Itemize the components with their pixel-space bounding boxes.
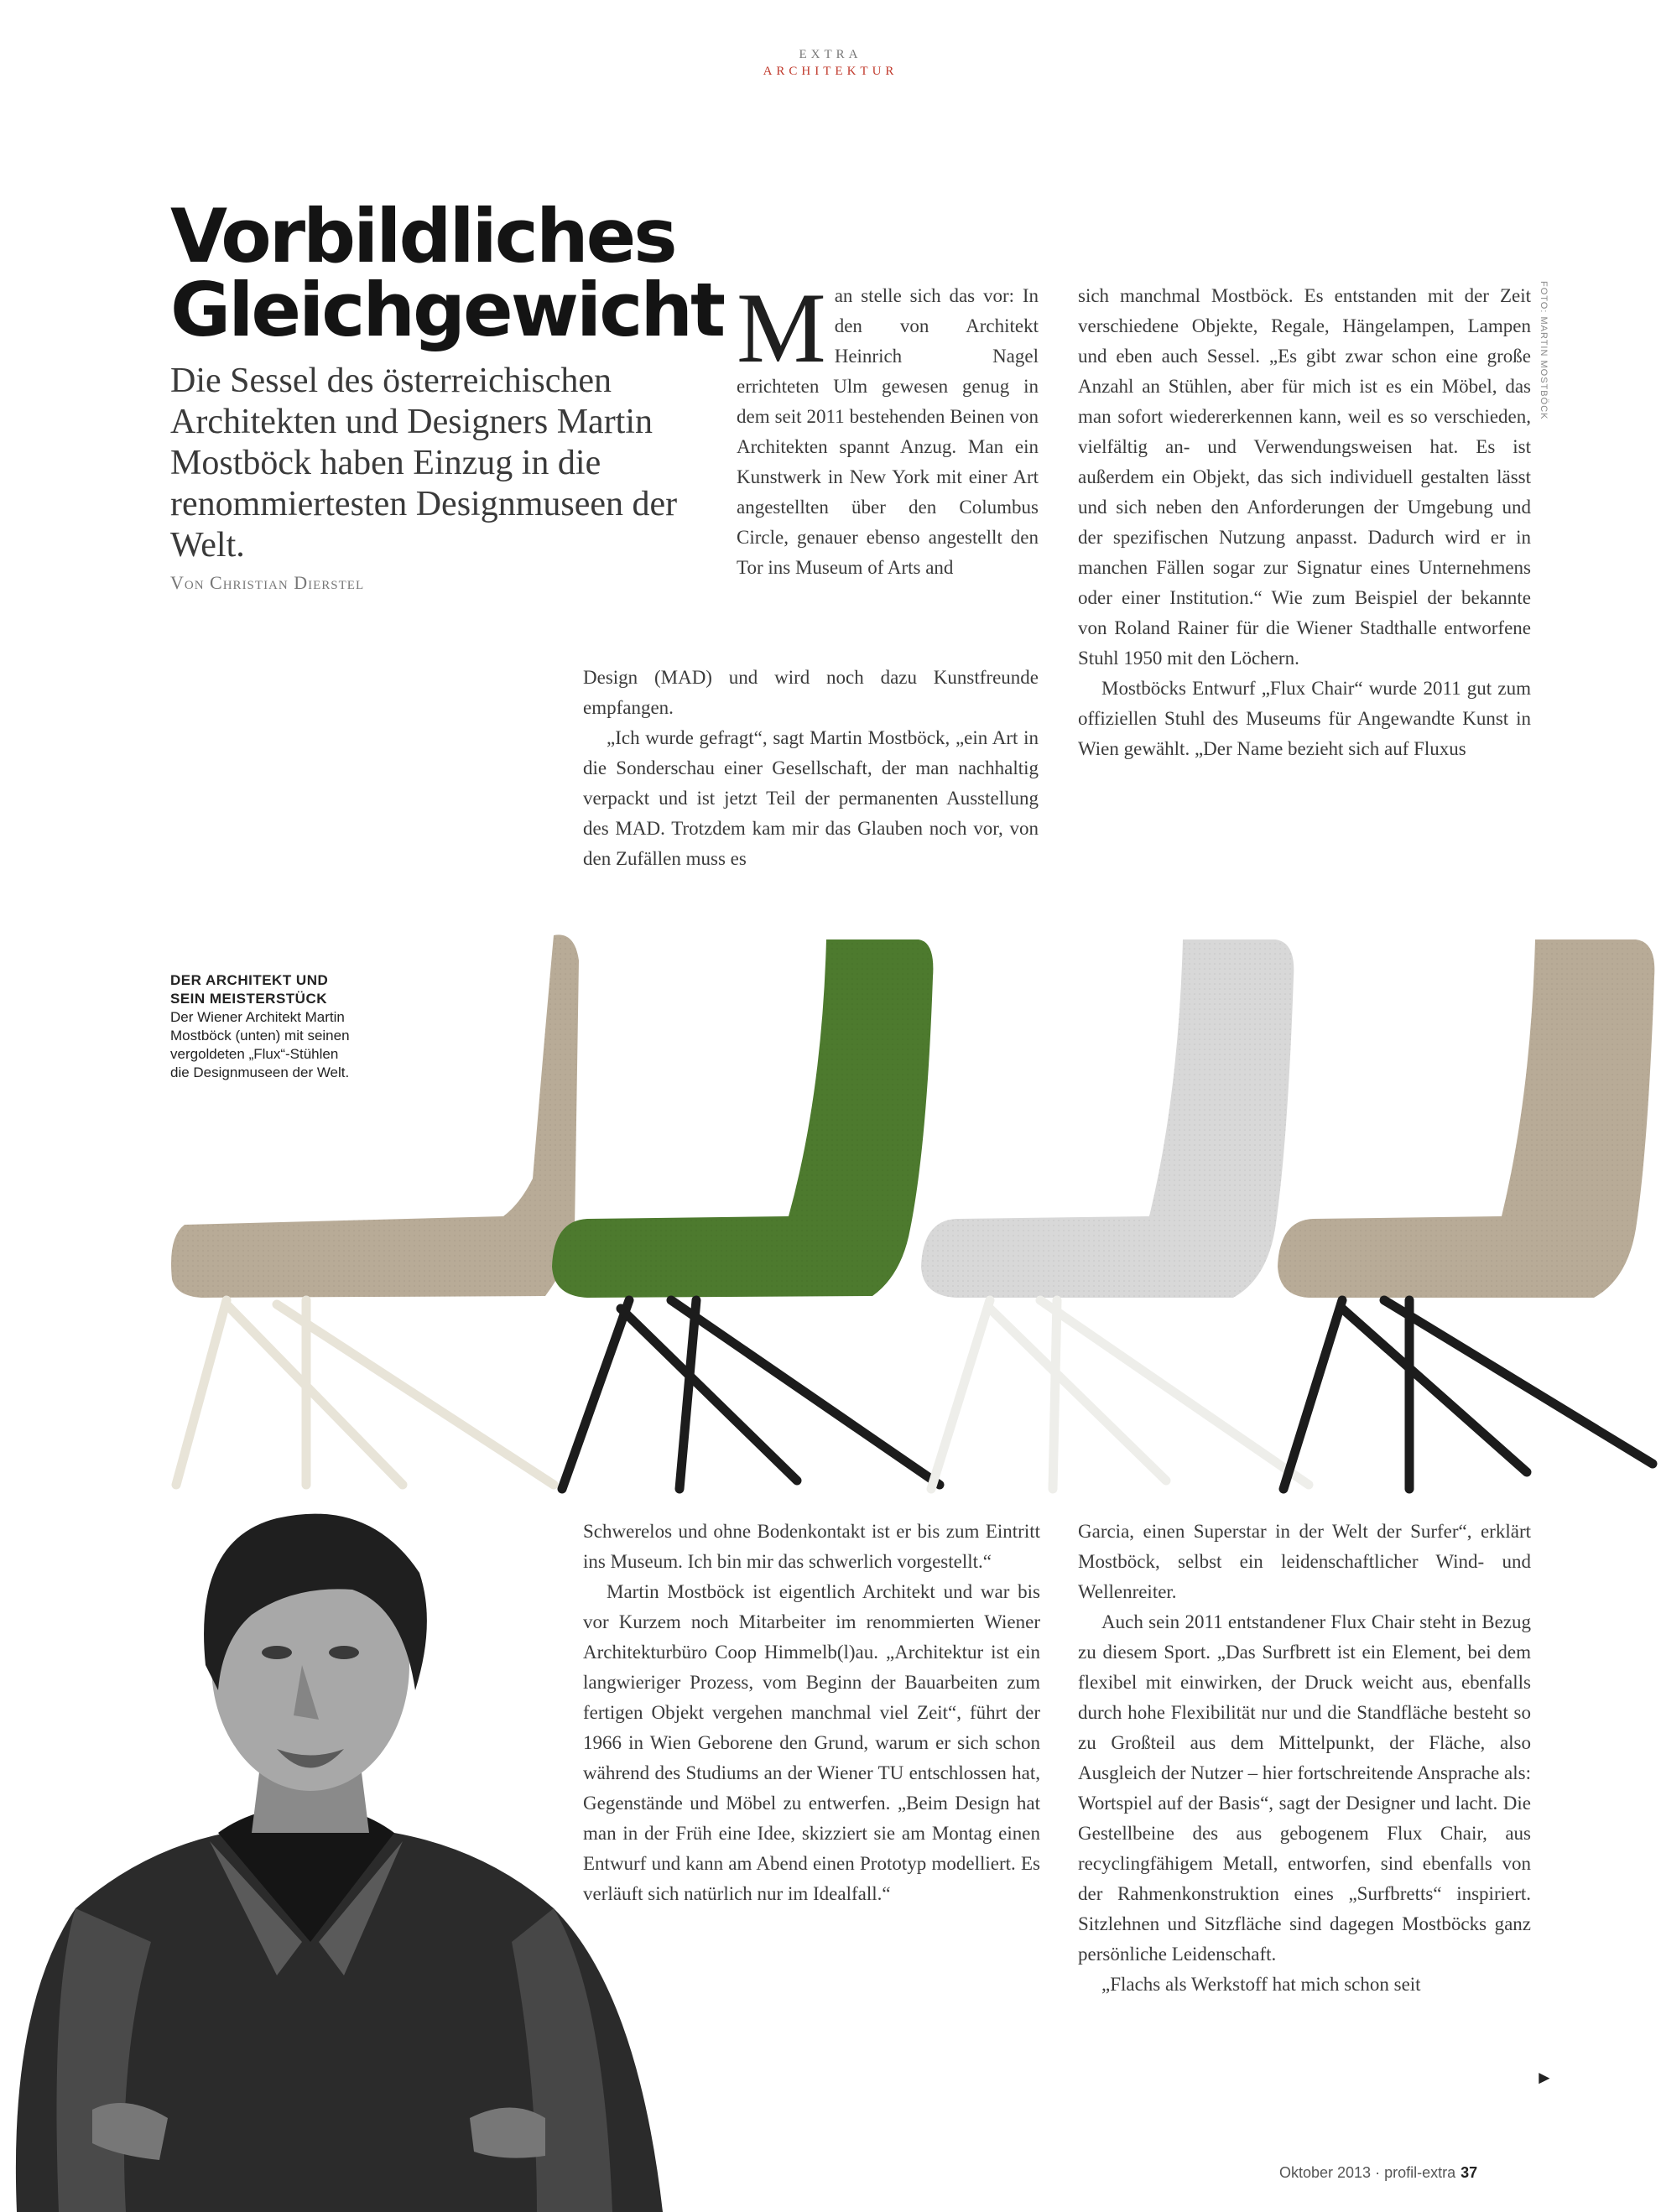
body-column-1 (737, 281, 1039, 650)
headline-line-2: Gleichgewicht (170, 267, 724, 353)
body-paragraph: Auch sein 2011 entstandener Flux Chair steht in Bezug zu diesem Sport. „Das Surfbrett ist ein Element, bei dem flexibel mit einwirken, der Druck weicht aus, ebenfalls durch hohe Flexibilität nur und die Standfläche besteht so zu Großteil aus dem Mittelpunkt, der Fläche, also Ausgleich der Nutzer – hier fortschreitende Ansprache als: Wortspiel auf der Basis“, sagt der Designer und lacht. Die Gestellbeine des aus gebogenem Flux Chair, aus recyclingfähigem Metall, entworfen, sind ebenfalls von der Rahmenkonstruktion eines „Surfbretts“ inspiriert. Sitzlehnen und Sitzfläche sind dagegen Mostböcks ganz persönliche Leidenschaft. (1078, 1611, 1531, 1965)
body-paragraph: „Ich wurde gefragt“, sagt Martin Mostböck, „ein Art in die Sonderschau einer Gesellschaft, der man nachhaltig verpackt und ist jetzt Teil der permanenten Ausstellung des MAD. Trotzdem kam mir das Glauben noch vor, von den Zufällen muss es (583, 727, 1039, 869)
body-paragraph: „Flachs als Werkstoff hat mich schon seit (1101, 1974, 1421, 1995)
body-text: an stelle sich das vor: In den von Architekt Heinrich Nagel errichteten Ulm gewesen genug in dem seit 2011 bestehenden Beinen von Architekten spannt Anzug. Man ein Kunstwerk in New York mit einer Art angestellten über den Columbus Circle, genauer ebenso angestellt den Tor ins Museum of Arts and (737, 285, 1039, 578)
section-kicker (755, 46, 906, 80)
body-paragraph (737, 281, 1039, 583)
drop-cap: M (737, 281, 826, 383)
body-paragraph: sich manchmal Mostböck. Es entstanden mit der Zeit verschiedene Objekte, Regale, Hängelampen, Lampen und eben auch Sessel. „Es gibt zwar schon eine große Anzahl an Stühlen, aber für mich ist es ein Möbel, das man sofort wiedererkennen kann, weil es so verschieden, vielfältig an- und Verwendungsweisen hat. Es ist außerdem ein Objekt, das sich individuell gestalten lässt und sich neben den Anforderungen der Umgebung und der spezifischen Nutzung anpasst. Dadurch wird er in manchen Fällen sogar zur Signatur eines Unternehmens oder einer Institution.“ Wie zum Beispiel der bekannte von Roland Rainer für die Wiener Stadthalle entworfene Stuhl 1950 mit den Löchern. (1078, 285, 1531, 669)
caption-text: Der Wiener Architekt Martin Mostböck (unten) mit seinen vergoldeten „Flux“-Stühlen die Designmuseen der Welt. (170, 1009, 350, 1080)
kicker-top: EXTRA (799, 48, 862, 61)
headline-line-1: Vorbildliches (170, 193, 675, 279)
page-number: 37 (1461, 2164, 1478, 2181)
byline: Von Christian Dierstel (170, 572, 365, 593)
chair-beige-black-legs (1278, 939, 1654, 1489)
end-mark-icon: ► (1535, 2067, 1554, 2088)
chair-grey-white-legs (921, 939, 1309, 1489)
body-column-2 (1078, 281, 1531, 910)
chairs-photo (151, 927, 1661, 1514)
caption-title: DER ARCHITEKT UND SEIN MEISTERSTÜCK (170, 972, 329, 1007)
kicker-bottom: ARCHITEKTUR (763, 65, 898, 78)
body-column-4 (1078, 1517, 1531, 2087)
photo-credit (1535, 281, 1552, 457)
photo-credit-text: FOTO: MARTIN MOSTBÖCK (1539, 281, 1549, 420)
footer-issue: Oktober 2013 · profil-extra (1279, 2164, 1456, 2181)
body-column-1-continued (583, 663, 1039, 914)
chair-green-black-legs (552, 939, 940, 1489)
body-paragraph: Martin Mostböck ist eigentlich Architekt und war bis vor Kurzem noch Mitarbeiter im renommierten Wiener Architekturbüro Coop Himmelb(l)au. „Architektur ist ein langwieriger Prozess, vom Beginn der Bauarbeiten zum fertigen Objekt vergehen manchmal viel Zeit“, führt der 1966 in Wien Geborene den Grund, warum er sich schon während des Studiums an der Wiener TU entschlossen hat, Gegenstände und Möbel zu entwerfen. „Beim Design hat man in der Früh eine Idee, skizziert sie am Montag einen Entwurf und kann am Abend einen Prototyp modelliert. Es verläuft sich natürlich nur im Idealfall.“ (583, 1581, 1040, 1904)
body-paragraph: Design (MAD) und wird noch dazu Kunstfreunde empfangen. (583, 667, 1039, 718)
article-headline (170, 193, 724, 353)
body-paragraph: Mostböcks Entwurf „Flux Chair“ wurde 2011 gut zum offiziellen Stuhl des Museums für Angewandte Kunst in Wien gewählt. „Der Name bezieht sich auf Fluxus (1078, 678, 1531, 759)
body-column-3 (583, 1517, 1040, 2070)
article-deck: Die Sessel des österreichischen Architekten und Designers Martin Mostböck haben Einzug in die renommiertesten Designmuseen der Welt. (170, 362, 678, 565)
body-paragraph: Schwerelos und ohne Bodenkontakt ist er bis zum Eintritt ins Museum. Ich bin mir das schwerlich vorgestellt.“ (583, 1521, 1040, 1572)
body-paragraph: Garcia, einen Superstar in der Welt der Surfer“, erklärt Mostböck, selbst ein leidenschaftlicher Wind- und Wellenreiter. (1078, 1521, 1531, 1602)
page-footer (1279, 2164, 1477, 2182)
chair-beige-white-legs (171, 934, 579, 1485)
